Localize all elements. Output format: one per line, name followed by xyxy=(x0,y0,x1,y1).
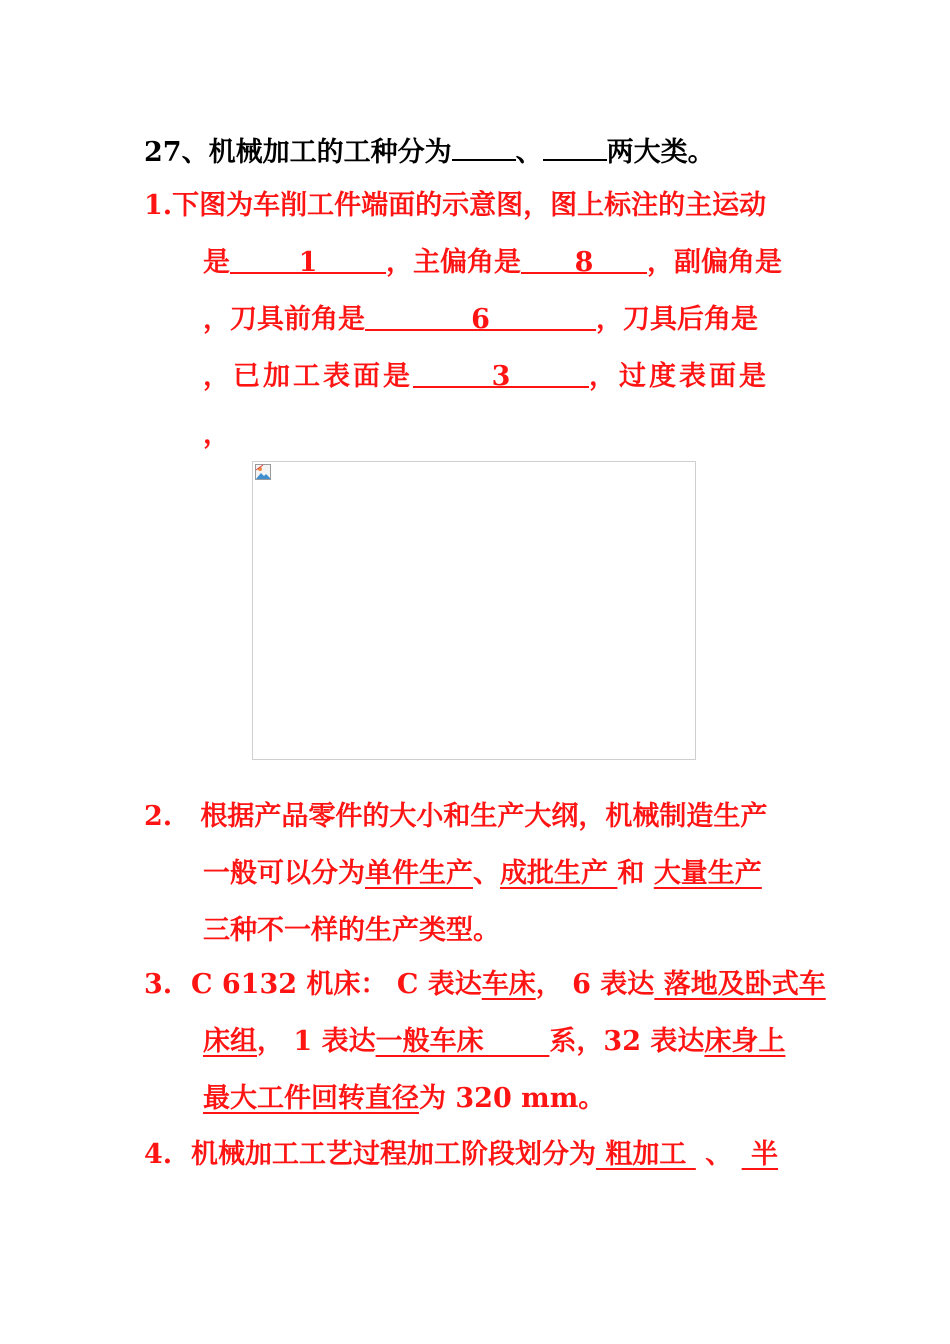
q2-sep-1: 、 xyxy=(473,858,500,889)
question-27 xyxy=(144,133,715,170)
q1-line-5 xyxy=(203,418,230,452)
q1-text-2c: ，副偏角是 xyxy=(647,247,782,278)
q1-text-4a: ，已加工表面是 xyxy=(203,361,413,392)
q3-text-2b: 系，32 表达 xyxy=(549,1026,705,1057)
q2-answer-2: 成批生产 xyxy=(500,858,618,889)
q1-line-2 xyxy=(203,246,782,280)
q3-text-1b: ， 6 表达 xyxy=(535,969,655,1000)
q3-answer-2-cont: 床组 xyxy=(203,1026,257,1057)
q1-answer-3: 6 xyxy=(365,303,596,331)
q27-tail: 两大类。 xyxy=(606,137,715,168)
q3-answer-3: 一般车床 xyxy=(375,1026,550,1057)
q1-answer-4: 3 xyxy=(413,360,589,388)
q3-line-3 xyxy=(203,1082,605,1116)
q1-text-5: ， xyxy=(203,419,230,450)
q3-answer-2: 落地及卧式车 xyxy=(654,969,826,1000)
q3-line-1 xyxy=(144,968,826,1002)
q27-text: 27、机械加工的工种分为 xyxy=(144,137,452,168)
q2-sep-2: 和 xyxy=(617,858,654,889)
q3-answer-4-cont: 最大工件回转直径 xyxy=(203,1083,419,1114)
q1-answer-1: 1 xyxy=(230,246,386,274)
q3-line-2 xyxy=(203,1025,785,1059)
q1-text-3a: ，刀具前角是 xyxy=(203,304,365,335)
q2-line-3 xyxy=(203,914,500,948)
q1-line-4 xyxy=(203,360,769,394)
q3-text-3: 为 320 mm。 xyxy=(419,1083,606,1114)
broken-image-icon xyxy=(255,464,271,480)
q2-text-3: 三种不一样的生产类型。 xyxy=(203,915,500,946)
q3-text-2a: ， 1 表达 xyxy=(257,1026,376,1057)
q1-answer-2: 8 xyxy=(521,246,647,274)
q4-answer-2: 半 xyxy=(741,1139,779,1170)
q1-text-2a: 是 xyxy=(203,247,230,278)
q27-blank-1 xyxy=(452,133,516,161)
q3-text-1a: 3. C 6132 机床： C 表达 xyxy=(144,969,482,1000)
q1-line-1 xyxy=(144,189,766,223)
q3-answer-1: 车床 xyxy=(481,969,536,1000)
q1-text-3b: ，刀具后角是 xyxy=(596,304,758,335)
q2-answer-3: 大量生产 xyxy=(653,858,762,889)
q27-sep: 、 xyxy=(515,137,543,168)
q2-answer-1: 单件生产 xyxy=(365,858,473,889)
q27-blank-2 xyxy=(543,133,607,161)
q3-answer-4: 床身上 xyxy=(704,1026,786,1057)
q1-line-3 xyxy=(203,303,758,337)
q2-line-1 xyxy=(144,800,767,834)
q4-text-1: 4. 机械加工工艺过程加工阶段划分为 xyxy=(144,1139,596,1170)
q1-text-4b: ，过度表面是 xyxy=(589,361,769,392)
q1-text-1: 1.下图为车削工件端面的示意图，图上标注的主运动 xyxy=(144,190,767,221)
q2-text-2a: 一般可以分为 xyxy=(203,858,365,889)
q4-sep: 、 xyxy=(695,1139,742,1170)
figure-placeholder xyxy=(252,461,696,760)
q2-line-2 xyxy=(203,857,762,891)
q4-answer-1: 粗加工 xyxy=(596,1139,696,1170)
q4-line-1 xyxy=(144,1138,778,1172)
q1-text-2b: ，主偏角是 xyxy=(386,247,521,278)
q2-text-1: 2. 根据产品零件的大小和生产大纲，机械制造生产 xyxy=(144,801,768,832)
